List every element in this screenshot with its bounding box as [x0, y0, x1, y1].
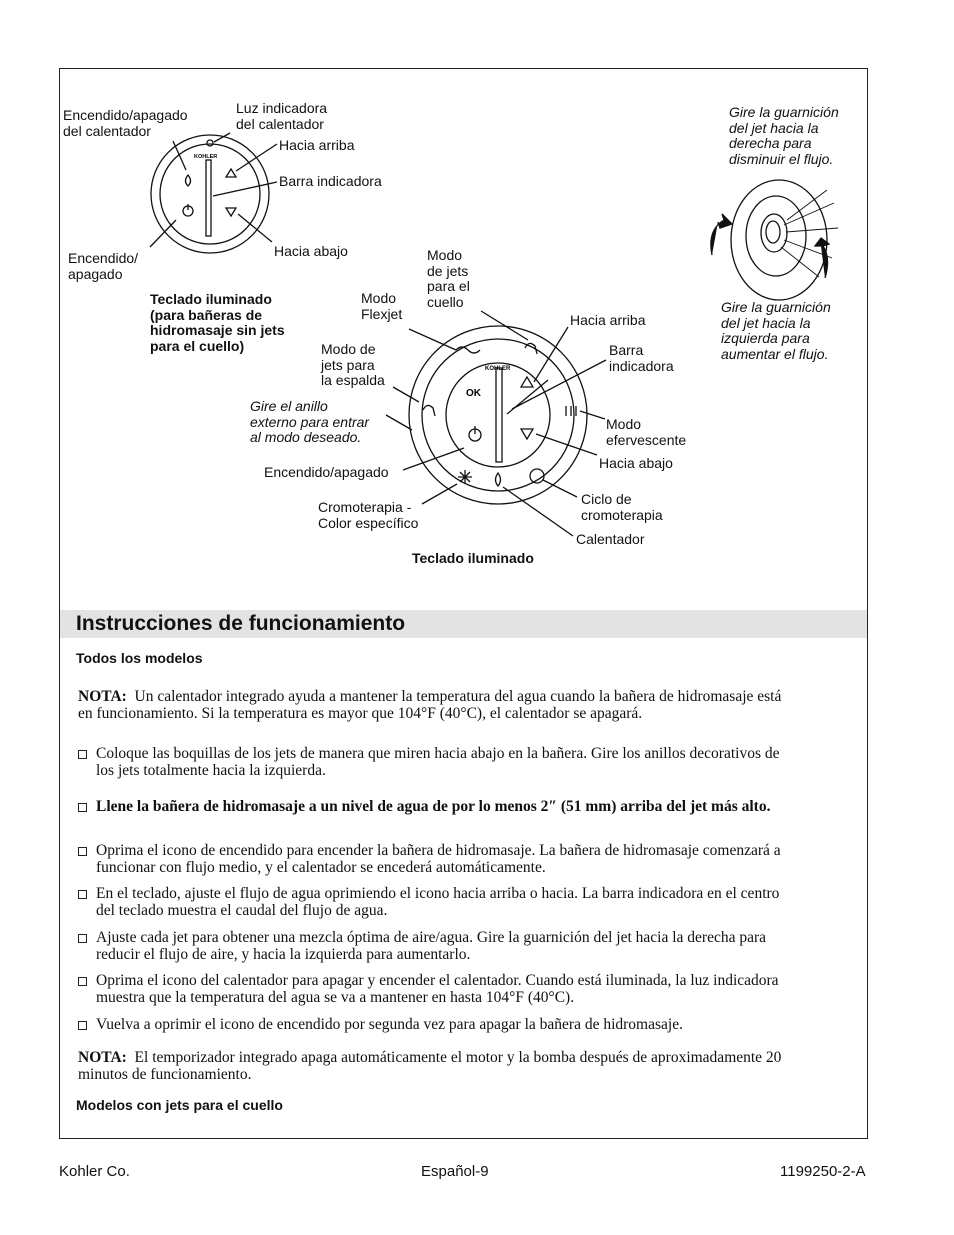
caption-keypad-2: Teclado iluminado [412, 550, 534, 566]
label-back-mode: Modo de jets para la espalda [321, 341, 385, 388]
label-onoff-2: Encendido/apagado [264, 464, 389, 480]
ok-button-label: OK [466, 388, 481, 399]
footer-company: Kohler Co. [59, 1163, 130, 1180]
note-2-label: NOTA: [78, 1049, 127, 1066]
keypad-small [150, 133, 277, 253]
label-down-1: Hacia abajo [274, 243, 348, 259]
label-neck-mode: Modo de jets para el cuello [427, 247, 470, 310]
label-flexjet: Modo Flexjet [361, 290, 403, 322]
note-2 [78, 1049, 788, 1083]
label-down-2: Hacia abajo [599, 455, 673, 471]
neck-jet-icon [525, 343, 537, 354]
footer-doc-number: 1199250-2-A [780, 1163, 866, 1180]
subheading-neck-jets: Modelos con jets para el cuello [76, 1097, 283, 1113]
label-effervescent: Modo efervescente [606, 416, 687, 448]
list-item: Oprima el icono del calentador para apagar y encender el calentador. Cuando está iluminada, la luz indicadora muestra que la temperatura del agua se va a mantener en hasta 104°F (40°C). [78, 972, 798, 1006]
caption-keypad-1: Teclado iluminado (para bañeras de hidromasaje sin jets para el cuello) [150, 291, 285, 354]
list-item: Ajuste cada jet para obtener una mezcla óptima de aire/agua. Gire la guarnición del jet hacia la derecha para reducir el flujo de aire, y hacia la izquierda para aumentarlo. [78, 929, 798, 963]
jet-trim [711, 180, 838, 300]
subheading-all-models: Todos los modelos [76, 650, 203, 666]
label-chromo-cycle: Ciclo de cromoterapia [581, 491, 663, 523]
brand-mark-small: KOHLER [194, 154, 218, 160]
label-onoff-1: Encendido/ apagado [68, 250, 139, 282]
heater-indicator-light [207, 140, 213, 146]
list-item: En el teclado, ajuste el flujo de agua oprimiendo el icono hacia arriba o hacia. La barra indicadora en el centro del teclado muestra el caudal del flujo de agua. [78, 885, 798, 919]
note-1 [78, 688, 788, 722]
footer-page: Español-9 [421, 1163, 489, 1180]
label-heater-light: Luz indicadora del calentador [236, 100, 328, 132]
down-arrow-icon-2 [521, 429, 533, 439]
heater-flame-icon-2 [496, 473, 501, 486]
label-bar-2: Barra indicadora [609, 342, 674, 374]
label-ring-note: Gire el anillo externo para entrar al modo deseado. [250, 398, 370, 445]
brand-mark-large: KOHLER [485, 366, 511, 372]
list-item: Oprima el icono de encendido para encender la bañera de hidromasaje. La bañera de hidromasaje comenzará a funcionar con flujo medio, y el calentador se encederá automáticamente. [78, 842, 798, 876]
label-bar-1: Barra indicadora [279, 173, 382, 189]
section-title: Instrucciones de funcionamiento [76, 612, 406, 635]
label-chromo-color: Cromoterapia - Color específico [318, 499, 419, 531]
note-2-text: El temporizador integrado apaga automáticamente el motor y la bomba después de aproximadamente 20 minutos de funcionamiento. [78, 1049, 782, 1083]
label-up-2: Hacia arriba [570, 312, 646, 328]
heater-flame-icon [186, 175, 191, 186]
label-jet-right: Gire la guarnición del jet hacia la derecha para disminuir el flujo. [729, 104, 839, 167]
note-1-text: Un calentador integrado ayuda a mantener la temperatura del agua cuando la bañera de hidromasaje está en funcionamiento. Si la temperatura es mayor que 104°F (40°C), el calentador se apagará. [78, 688, 782, 722]
label-heater-onoff: Encendido/apagado del calentador [63, 107, 188, 139]
back-jet-icon [423, 405, 435, 416]
keypad-large [386, 311, 606, 536]
up-arrow-icon-2 [521, 377, 533, 387]
label-up-1: Hacia arriba [279, 137, 355, 153]
list-item: Llene la bañera de hidromasaje a un nivel de agua de por lo menos 2″ (51 mm) arriba del jet más alto. [78, 798, 798, 815]
chromo-color-icon [458, 470, 472, 484]
up-arrow-icon [226, 169, 236, 177]
label-jet-left: Gire la guarnición del jet hacia la izquierda para aumentar el flujo. [721, 299, 831, 362]
list-item: Coloque las boquillas de los jets de manera que miren hacia abajo en la bañera. Gire los anillos decorativos de los jets totalmente hacia la izquierda. [78, 745, 798, 779]
down-arrow-icon [226, 208, 236, 216]
label-heater: Calentador [576, 531, 645, 547]
list-item: Vuelva a oprimir el icono de encendido por segunda vez para apagar la bañera de hidromasaje. [78, 1016, 798, 1033]
note-1-label: NOTA: [78, 688, 127, 705]
